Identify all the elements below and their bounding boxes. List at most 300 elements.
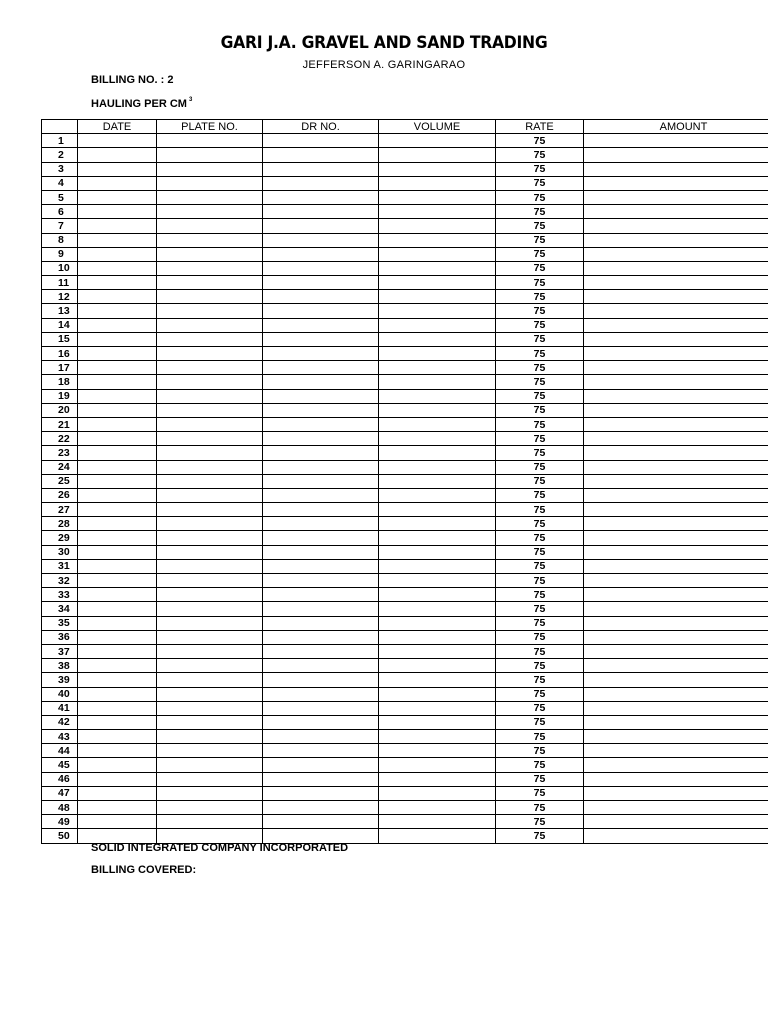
table-row (42, 602, 768, 616)
dr-no-cell (263, 261, 379, 275)
amount-cell (584, 233, 768, 247)
dr-no-cell (263, 304, 379, 318)
table-row (42, 673, 768, 687)
table-row (42, 659, 768, 673)
volume-cell (379, 219, 496, 233)
amount-cell (584, 361, 768, 375)
table-row (42, 247, 768, 261)
table-row (42, 389, 768, 403)
row-number-cell: 43 (42, 730, 78, 744)
volume-cell (379, 545, 496, 559)
amount-cell (584, 659, 768, 673)
rate-cell: 75 (496, 205, 584, 219)
row-number-cell: 31 (42, 559, 78, 573)
row-number-cell: 47 (42, 786, 78, 800)
volume-cell (379, 701, 496, 715)
row-number-cell: 18 (42, 375, 78, 389)
volume-cell (379, 801, 496, 815)
date-cell (78, 332, 157, 346)
table-row (42, 545, 768, 559)
dr-no-cell (263, 176, 379, 190)
table-row (42, 531, 768, 545)
plate-no-cell (157, 744, 263, 758)
plate-no-cell (157, 815, 263, 829)
volume-cell (379, 332, 496, 346)
dr-no-cell (263, 417, 379, 431)
date-cell (78, 701, 157, 715)
plate-no-cell (157, 644, 263, 658)
rate-cell: 75 (496, 772, 584, 786)
table-row (42, 517, 768, 531)
plate-no-cell (157, 304, 263, 318)
volume-cell (379, 744, 496, 758)
volume-cell (379, 474, 496, 488)
table-row (42, 417, 768, 431)
amount-cell (584, 318, 768, 332)
row-number-cell: 4 (42, 176, 78, 190)
amount-cell (584, 432, 768, 446)
amount-cell (584, 602, 768, 616)
dr-no-cell (263, 205, 379, 219)
rate-cell: 75 (496, 446, 584, 460)
rate-cell: 75 (496, 417, 584, 431)
row-number-cell: 42 (42, 715, 78, 729)
plate-no-cell (157, 162, 263, 176)
volume-cell (379, 247, 496, 261)
row-number-cell: 33 (42, 588, 78, 602)
date-cell (78, 488, 157, 502)
plate-no-cell (157, 176, 263, 190)
plate-no-cell (157, 318, 263, 332)
row-number-cell: 9 (42, 247, 78, 261)
dr-no-cell (263, 659, 379, 673)
amount-cell (584, 205, 768, 219)
date-cell (78, 375, 157, 389)
plate-no-cell (157, 190, 263, 204)
row-number-cell: 44 (42, 744, 78, 758)
rate-cell: 75 (496, 758, 584, 772)
row-number-cell: 37 (42, 644, 78, 658)
volume-cell (379, 772, 496, 786)
date-cell (78, 659, 157, 673)
table-row (42, 687, 768, 701)
table-row (42, 801, 768, 815)
amount-cell (584, 247, 768, 261)
billing-covered-label: BILLING COVERED: (91, 864, 197, 876)
rate-cell: 75 (496, 744, 584, 758)
volume-cell (379, 375, 496, 389)
row-number-cell: 32 (42, 574, 78, 588)
dr-no-cell (263, 361, 379, 375)
amount-cell (584, 474, 768, 488)
rate-cell: 75 (496, 134, 584, 148)
date-cell (78, 290, 157, 304)
amount-cell (584, 503, 768, 517)
date-cell (78, 134, 157, 148)
volume-cell (379, 616, 496, 630)
dr-no-cell (263, 276, 379, 290)
plate-no-cell (157, 403, 263, 417)
plate-no-cell (157, 290, 263, 304)
owner-name: JEFFERSON A. GARINGARAO (302, 59, 466, 71)
plate-no-cell (157, 531, 263, 545)
rate-cell: 75 (496, 432, 584, 446)
plate-no-cell (157, 233, 263, 247)
amount-cell (584, 545, 768, 559)
amount-cell (584, 531, 768, 545)
date-cell (78, 644, 157, 658)
table-header-row (42, 120, 768, 134)
plate-no-cell (157, 432, 263, 446)
table-row (42, 403, 768, 417)
amount-cell (584, 261, 768, 275)
row-number-cell: 1 (42, 134, 78, 148)
table-row (42, 744, 768, 758)
date-cell (78, 276, 157, 290)
amount-cell (584, 148, 768, 162)
dr-no-cell (263, 829, 379, 843)
amount-cell (584, 786, 768, 800)
plate-no-cell (157, 247, 263, 261)
date-cell (78, 474, 157, 488)
volume-cell (379, 786, 496, 800)
row-number-cell: 16 (42, 347, 78, 361)
amount-cell (584, 375, 768, 389)
plate-no-cell (157, 389, 263, 403)
billing-number: BILLING NO. : 2 (91, 74, 174, 86)
volume-cell (379, 318, 496, 332)
rate-cell: 75 (496, 786, 584, 800)
volume-cell (379, 389, 496, 403)
amount-cell (584, 715, 768, 729)
volume-cell (379, 304, 496, 318)
table-row (42, 503, 768, 517)
volume-cell (379, 687, 496, 701)
rate-cell: 75 (496, 233, 584, 247)
document-title: GARI J.A. GRAVEL AND SAND TRADING (220, 33, 548, 53)
row-number-cell: 19 (42, 389, 78, 403)
row-number-cell: 46 (42, 772, 78, 786)
row-number-cell: 20 (42, 403, 78, 417)
amount-cell (584, 574, 768, 588)
plate-no-cell (157, 276, 263, 290)
volume-cell (379, 630, 496, 644)
amount-cell (584, 630, 768, 644)
table-row (42, 361, 768, 375)
table-row (42, 474, 768, 488)
plate-no-cell (157, 772, 263, 786)
date-cell (78, 247, 157, 261)
volume-cell (379, 715, 496, 729)
rate-cell: 75 (496, 247, 584, 261)
amount-cell (584, 673, 768, 687)
row-number-cell: 12 (42, 290, 78, 304)
date-cell (78, 460, 157, 474)
rate-cell: 75 (496, 460, 584, 474)
rate-cell: 75 (496, 673, 584, 687)
dr-no-cell (263, 758, 379, 772)
table-row (42, 347, 768, 361)
dr-no-cell (263, 290, 379, 304)
amount-cell (584, 616, 768, 630)
hauling-label-text: HAULING PER CM (91, 98, 187, 110)
row-number-cell: 27 (42, 503, 78, 517)
table-row (42, 176, 768, 190)
dr-no-cell (263, 801, 379, 815)
date-cell (78, 687, 157, 701)
date-cell (78, 829, 157, 843)
amount-cell (584, 517, 768, 531)
row-number-cell: 21 (42, 417, 78, 431)
date-cell (78, 744, 157, 758)
table-row (42, 630, 768, 644)
table-row (42, 730, 768, 744)
amount-cell (584, 559, 768, 573)
dr-no-cell (263, 559, 379, 573)
row-number-cell: 45 (42, 758, 78, 772)
date-cell (78, 715, 157, 729)
table-row (42, 446, 768, 460)
dr-no-cell (263, 162, 379, 176)
amount-cell (584, 347, 768, 361)
volume-cell (379, 148, 496, 162)
ledger-body (42, 134, 768, 843)
row-number-cell: 49 (42, 815, 78, 829)
row-number-cell: 25 (42, 474, 78, 488)
amount-cell (584, 162, 768, 176)
table-row (42, 219, 768, 233)
plate-no-cell (157, 758, 263, 772)
date-cell (78, 815, 157, 829)
rate-cell: 75 (496, 715, 584, 729)
plate-no-cell (157, 701, 263, 715)
amount-cell (584, 417, 768, 431)
plate-no-cell (157, 474, 263, 488)
row-number-cell: 8 (42, 233, 78, 247)
rate-cell: 75 (496, 190, 584, 204)
client-company: SOLID INTEGRATED COMPANY INCORPORATED (91, 842, 349, 854)
table-row (42, 375, 768, 389)
plate-no-cell (157, 559, 263, 573)
amount-cell (584, 134, 768, 148)
table-row (42, 332, 768, 346)
row-number-cell: 26 (42, 488, 78, 502)
date-cell (78, 176, 157, 190)
amount-cell (584, 460, 768, 474)
volume-cell (379, 417, 496, 431)
row-number-cell: 28 (42, 517, 78, 531)
table-row (42, 290, 768, 304)
date-cell (78, 602, 157, 616)
dr-no-cell (263, 673, 379, 687)
date-cell (78, 417, 157, 431)
hauling-label (91, 97, 192, 110)
row-number-cell: 35 (42, 616, 78, 630)
date-cell (78, 389, 157, 403)
date-cell (78, 361, 157, 375)
amount-cell (584, 176, 768, 190)
row-number-cell: 15 (42, 332, 78, 346)
plate-no-cell (157, 687, 263, 701)
amount-cell (584, 701, 768, 715)
dr-no-cell (263, 588, 379, 602)
volume-cell (379, 460, 496, 474)
plate-no-cell (157, 205, 263, 219)
date-cell (78, 559, 157, 573)
plate-no-cell (157, 602, 263, 616)
plate-no-cell (157, 786, 263, 800)
table-row (42, 772, 768, 786)
column-header-volume: VOLUME (379, 120, 496, 134)
rate-cell: 75 (496, 730, 584, 744)
date-cell (78, 616, 157, 630)
volume-cell (379, 347, 496, 361)
volume-cell (379, 574, 496, 588)
volume-cell (379, 261, 496, 275)
row-number-cell: 29 (42, 531, 78, 545)
volume-cell (379, 290, 496, 304)
row-number-cell: 11 (42, 276, 78, 290)
dr-no-cell (263, 460, 379, 474)
volume-cell (379, 205, 496, 219)
row-number-cell: 3 (42, 162, 78, 176)
volume-cell (379, 176, 496, 190)
amount-cell (584, 190, 768, 204)
row-number-cell: 17 (42, 361, 78, 375)
volume-cell (379, 730, 496, 744)
dr-no-cell (263, 318, 379, 332)
plate-no-cell (157, 332, 263, 346)
table-row (42, 276, 768, 290)
date-cell (78, 758, 157, 772)
table-row (42, 460, 768, 474)
table-row (42, 304, 768, 318)
row-number-cell: 34 (42, 602, 78, 616)
table-row (42, 758, 768, 772)
dr-no-cell (263, 715, 379, 729)
date-cell (78, 574, 157, 588)
table-row (42, 148, 768, 162)
dr-no-cell (263, 786, 379, 800)
row-number-cell: 10 (42, 261, 78, 275)
column-header-date: DATE (78, 120, 157, 134)
table-row (42, 815, 768, 829)
amount-cell (584, 332, 768, 346)
table-row (42, 205, 768, 219)
row-number-cell: 40 (42, 687, 78, 701)
volume-cell (379, 233, 496, 247)
date-cell (78, 347, 157, 361)
amount-cell (584, 744, 768, 758)
row-number-cell: 39 (42, 673, 78, 687)
plate-no-cell (157, 503, 263, 517)
plate-no-cell (157, 446, 263, 460)
volume-cell (379, 361, 496, 375)
rate-cell: 75 (496, 276, 584, 290)
volume-cell (379, 829, 496, 843)
amount-cell (584, 304, 768, 318)
table-row (42, 574, 768, 588)
volume-cell (379, 134, 496, 148)
table-row (42, 488, 768, 502)
plate-no-cell (157, 659, 263, 673)
rate-cell: 75 (496, 290, 584, 304)
plate-no-cell (157, 616, 263, 630)
table-row (42, 786, 768, 800)
plate-no-cell (157, 488, 263, 502)
date-cell (78, 630, 157, 644)
amount-cell (584, 801, 768, 815)
rate-cell: 75 (496, 176, 584, 190)
rate-cell: 75 (496, 375, 584, 389)
column-header-plate-no: PLATE NO. (157, 120, 263, 134)
plate-no-cell (157, 673, 263, 687)
rate-cell: 75 (496, 403, 584, 417)
row-number-cell: 6 (42, 205, 78, 219)
rate-cell: 75 (496, 361, 584, 375)
row-number-cell: 30 (42, 545, 78, 559)
volume-cell (379, 446, 496, 460)
dr-no-cell (263, 701, 379, 715)
amount-cell (584, 815, 768, 829)
row-number-cell: 13 (42, 304, 78, 318)
rate-cell: 75 (496, 559, 584, 573)
rate-cell: 75 (496, 503, 584, 517)
date-cell (78, 588, 157, 602)
volume-cell (379, 517, 496, 531)
dr-no-cell (263, 190, 379, 204)
plate-no-cell (157, 375, 263, 389)
plate-no-cell (157, 801, 263, 815)
row-number-cell: 2 (42, 148, 78, 162)
date-cell (78, 148, 157, 162)
date-cell (78, 801, 157, 815)
rate-cell: 75 (496, 616, 584, 630)
date-cell (78, 730, 157, 744)
plate-no-cell (157, 517, 263, 531)
plate-no-cell (157, 361, 263, 375)
row-number-cell: 7 (42, 219, 78, 233)
date-cell (78, 531, 157, 545)
dr-no-cell (263, 474, 379, 488)
rate-cell: 75 (496, 517, 584, 531)
amount-cell (584, 758, 768, 772)
plate-no-cell (157, 134, 263, 148)
volume-cell (379, 403, 496, 417)
rate-cell: 75 (496, 588, 584, 602)
dr-no-cell (263, 375, 379, 389)
dr-no-cell (263, 233, 379, 247)
rate-cell: 75 (496, 659, 584, 673)
volume-cell (379, 488, 496, 502)
plate-no-cell (157, 347, 263, 361)
volume-cell (379, 531, 496, 545)
dr-no-cell (263, 630, 379, 644)
dr-no-cell (263, 744, 379, 758)
plate-no-cell (157, 460, 263, 474)
date-cell (78, 403, 157, 417)
rate-cell: 75 (496, 644, 584, 658)
dr-no-cell (263, 488, 379, 502)
row-number-cell: 5 (42, 190, 78, 204)
row-number-cell: 41 (42, 701, 78, 715)
date-cell (78, 503, 157, 517)
amount-cell (584, 389, 768, 403)
date-cell (78, 545, 157, 559)
dr-no-cell (263, 403, 379, 417)
amount-cell (584, 687, 768, 701)
rate-cell: 75 (496, 815, 584, 829)
